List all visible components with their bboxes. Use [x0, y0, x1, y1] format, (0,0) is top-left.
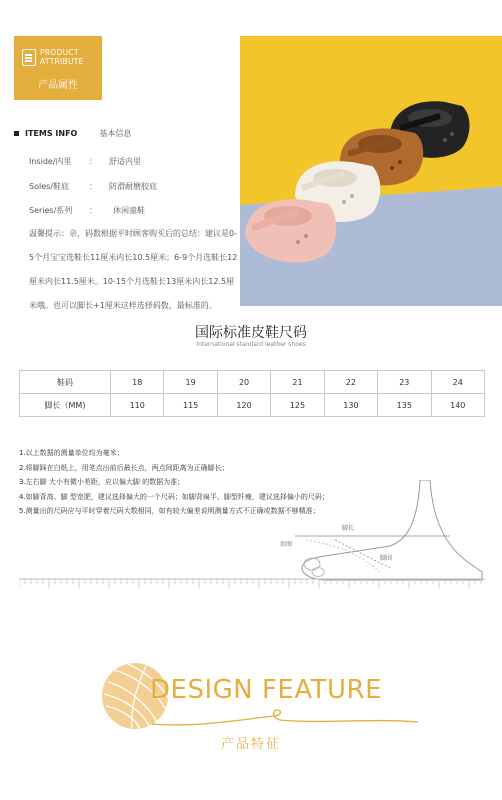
table-row: [20, 371, 485, 394]
table-cell: 23: [378, 371, 431, 394]
badge-title-cn: 产品属性: [38, 80, 78, 91]
note-item: 1.以上数据的测量单位均为毫米；: [19, 449, 124, 457]
items-info-title-cn: 基本信息: [99, 129, 132, 138]
sizing-tips: 温馨提示：亲，码数根据平时顾客购买后的总结：建议是0-5个月宝宝选鞋长11厘米内长10.5厘米；6-9个月选鞋长12厘米内长11.5厘米。10-15个月选鞋长13厘米内长12.5厘米哦。也可以脚长+1厘米这样选择码数，最标准的。: [29, 229, 238, 310]
info-row-value: 防滑耐磨胶底: [109, 182, 157, 191]
size-chart-title: 国际标准皮鞋尺码: [195, 325, 307, 341]
badge-title-en: PRODUCT ATTRIBUTE: [40, 48, 84, 66]
product-photo: [240, 36, 502, 306]
info-row-label: Soles/鞋底: [29, 182, 69, 191]
table-cell: 21: [271, 371, 324, 394]
info-row-colon: ：: [89, 206, 97, 215]
info-row-colon: ：: [89, 157, 97, 166]
table-cell: 22: [324, 371, 377, 394]
info-row-value: 舒适内里: [109, 157, 141, 166]
table-row-header: 鞋码: [20, 371, 111, 394]
ruler: [19, 578, 485, 590]
table-cell: 120: [217, 394, 270, 417]
pink-shoe: [245, 199, 336, 262]
table-cell: 115: [164, 394, 217, 417]
table-cell: 24: [431, 371, 484, 394]
note-item: 5.测量出的尺码应与平时穿着尺码大数相同，如有较大偏差说明测量方式不正确或数据不够精准；: [19, 507, 320, 515]
note-item: 3.左右脚 大小有微小差距，应以偏大脚 的数据为准；: [19, 478, 185, 486]
document-icon: [22, 49, 36, 66]
note-item: 4.如脚背高、脚 型宽肥，建议选择偏大的一个尺码；如脚背扁平、脚型纤瘦，建议选择偏小的尺码；: [19, 492, 329, 501]
table-row-header: 脚长（MM): [20, 394, 111, 417]
table-cell: 18: [111, 371, 164, 394]
items-info-heading: [14, 128, 131, 139]
note-item: 2.将脚踩在白纸上，用笔点出前后最长点，两点间距离为正确脚长；: [19, 463, 229, 472]
foot-figure-label: 如图: [280, 541, 293, 548]
table-cell: 130: [324, 394, 377, 417]
table-cell: 110: [111, 394, 164, 417]
foot-girth-label: 脚围: [380, 555, 393, 562]
design-feature-subtitle: 产品特征: [220, 737, 281, 752]
table-cell: 135: [378, 394, 431, 417]
info-row-value: 休闲童鞋: [113, 206, 145, 215]
table-cell: 20: [217, 371, 270, 394]
table-row: [20, 394, 485, 417]
foot-length-label: 脚长: [342, 525, 355, 532]
product-attribute-badge: [14, 36, 102, 100]
size-chart-subtitle: International standard leather shoes: [196, 341, 306, 348]
bullet-square-icon: [14, 131, 19, 136]
items-info-title-en: ITEMS INFO: [25, 129, 78, 138]
info-row-label: Inside/内里: [29, 157, 72, 166]
measure-notes: [19, 446, 329, 519]
table-cell: 140: [431, 394, 484, 417]
size-table: [19, 370, 485, 417]
info-row-colon: ：: [89, 182, 97, 191]
table-cell: 125: [271, 394, 324, 417]
design-feature-title: DESIGN FEATURE: [150, 675, 383, 705]
baby-shoes-image: [240, 36, 502, 306]
table-cell: 19: [164, 371, 217, 394]
info-row-label: Series/系列: [29, 206, 73, 215]
